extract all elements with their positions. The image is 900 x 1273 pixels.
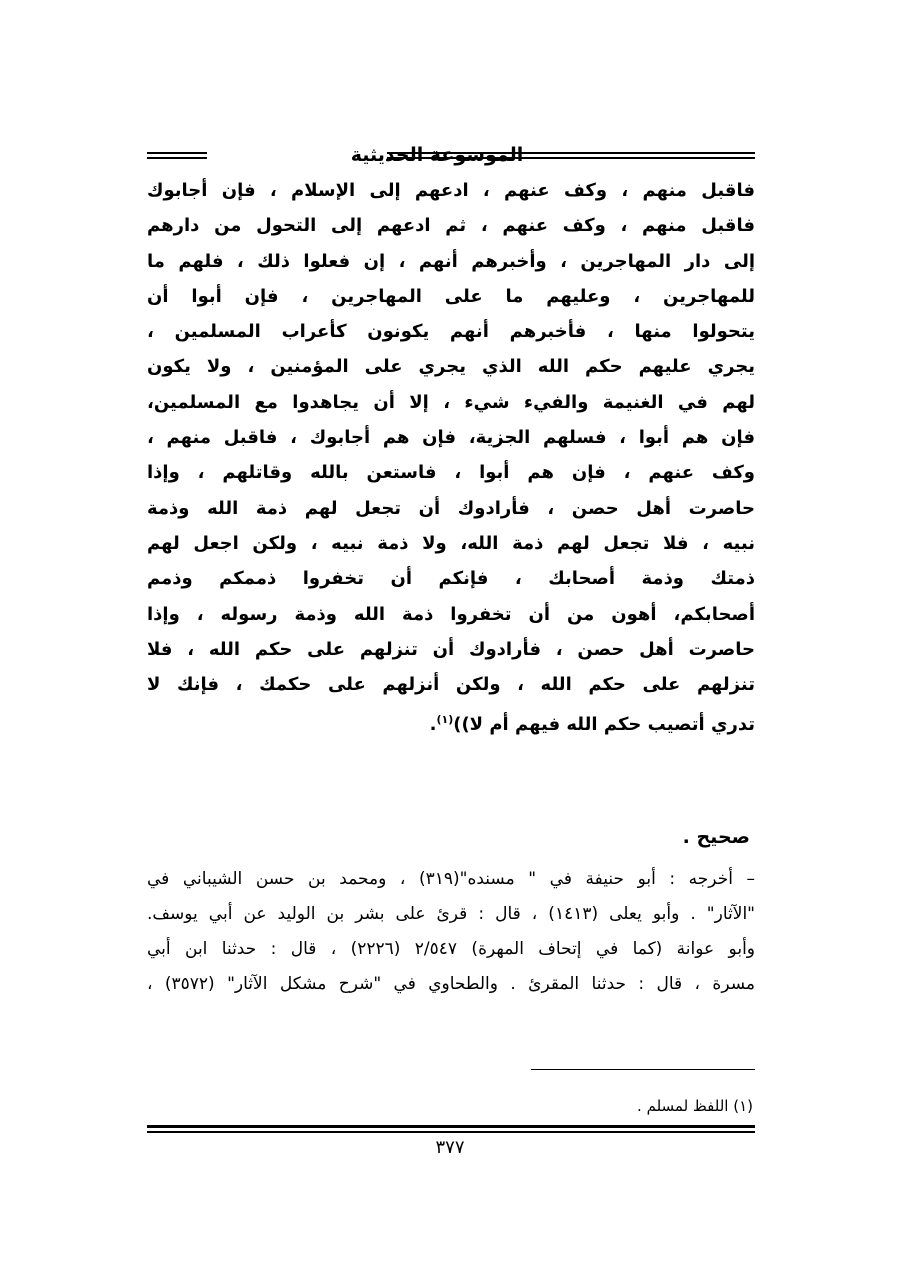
hadith-line: وكف عنهم ، فإن هم أبوا ، فاستعن بالله وقاتلهم ، وإذا [147,462,755,484]
takhrij-line: – أخرجه : أبو حنيفة في " مسنده"(٣١٩) ، ومحمد بن حسن الشيباني في [147,869,755,889]
hadith-line: ذمتك وذمة أصحابك ، فإنكم أن تخفروا ذممكم وذمم [147,568,755,590]
hadith-last-line [147,702,755,737]
footnote: (١) اللفظ لمسلم . [637,1097,753,1115]
takhrij-text [147,862,755,1002]
hadith-line: نبيه ، فلا تجعل لهم ذمة الله، ولا ذمة نبيه ، ولكن اجعل لهم [147,532,755,554]
takhrij-line: مسرة ، قال : حدثنا المقرئ . والطحاوي في "شرح مشكل الآثار" (٣٥٧٢) ، [147,974,755,994]
hadith-line: يجري عليهم حكم الله الذي يجري على المؤمنين ، ولا يكون [147,356,755,378]
hadith-line: تنزلهم على حكم الله ، ولكن أنزلهم على حكمك ، فإنك لا [147,674,755,696]
hadith-end-mark: . [429,714,437,736]
hadith-line: أصحابكم، أهون من أن تخفروا ذمة الله وذمة رسوله ، وإذا [147,603,755,625]
hadith-line: للمهاجرين ، وعليهم ما على المهاجرين ، فإن أبوا أن [147,285,755,307]
takhrij-line: "الآثار" . وأبو يعلى (١٤١٣) ، قال : قرئ على بشر بن الوليد عن أبي يوسف. [147,904,755,924]
hadith-line: يتحولوا منها ، فأخبرهم أنهم يكونون كأعراب المسلمين ، [147,321,755,343]
footnote-separator [531,1069,755,1070]
header-rule-right [387,152,755,159]
hadith-line: إلى دار المهاجرين ، وأخبرهم أنهم ، إن فعلوا ذلك ، فلهم ما [147,250,755,272]
hadith-text [147,173,755,738]
hadith-line: فإن هم أبوا ، فسلهم الجزية، فإن هم أجابوك ، فاقبل منهم ، [147,427,755,449]
grade-label: صحيح . [682,826,750,848]
page-number: ٣٧٧ [435,1137,465,1158]
hadith-line: فاقبل منهم ، وكف عنهم ، ثم ادعهم إلى التحول من دارهم [147,215,755,237]
running-header [147,140,755,170]
header-rule-left [147,152,207,159]
hadith-last-text: تدري أتصيب حكم الله فيهم أم لا)) [453,714,755,736]
hadith-line: لهم في الغنيمة والفيء شيء ، إلا أن يجاهدوا مع المسلمين، [147,391,755,413]
hadith-line: حاصرت أهل حصن ، فأرادوك أن تجعل لهم ذمة الله وذمة [147,497,755,519]
takhrij-line: وأبو عوانة (كما في إتحاف المهرة) ٢/٥٤٧ (٢٢٢٦) ، قال : حدثنا ابن أبي [147,939,755,959]
hadith-line: حاصرت أهل حصن ، فأرادوك أن تنزلهم على حكم الله ، فلا [147,638,755,660]
hadith-line: فاقبل منهم ، وكف عنهم ، ادعهم إلى الإسلام ، فإن أجابوك [147,180,755,201]
footer-rule [147,1125,755,1133]
header-title: الموسوعة الحديثية [350,144,524,166]
footnote-ref[interactable]: (١) [436,713,454,727]
